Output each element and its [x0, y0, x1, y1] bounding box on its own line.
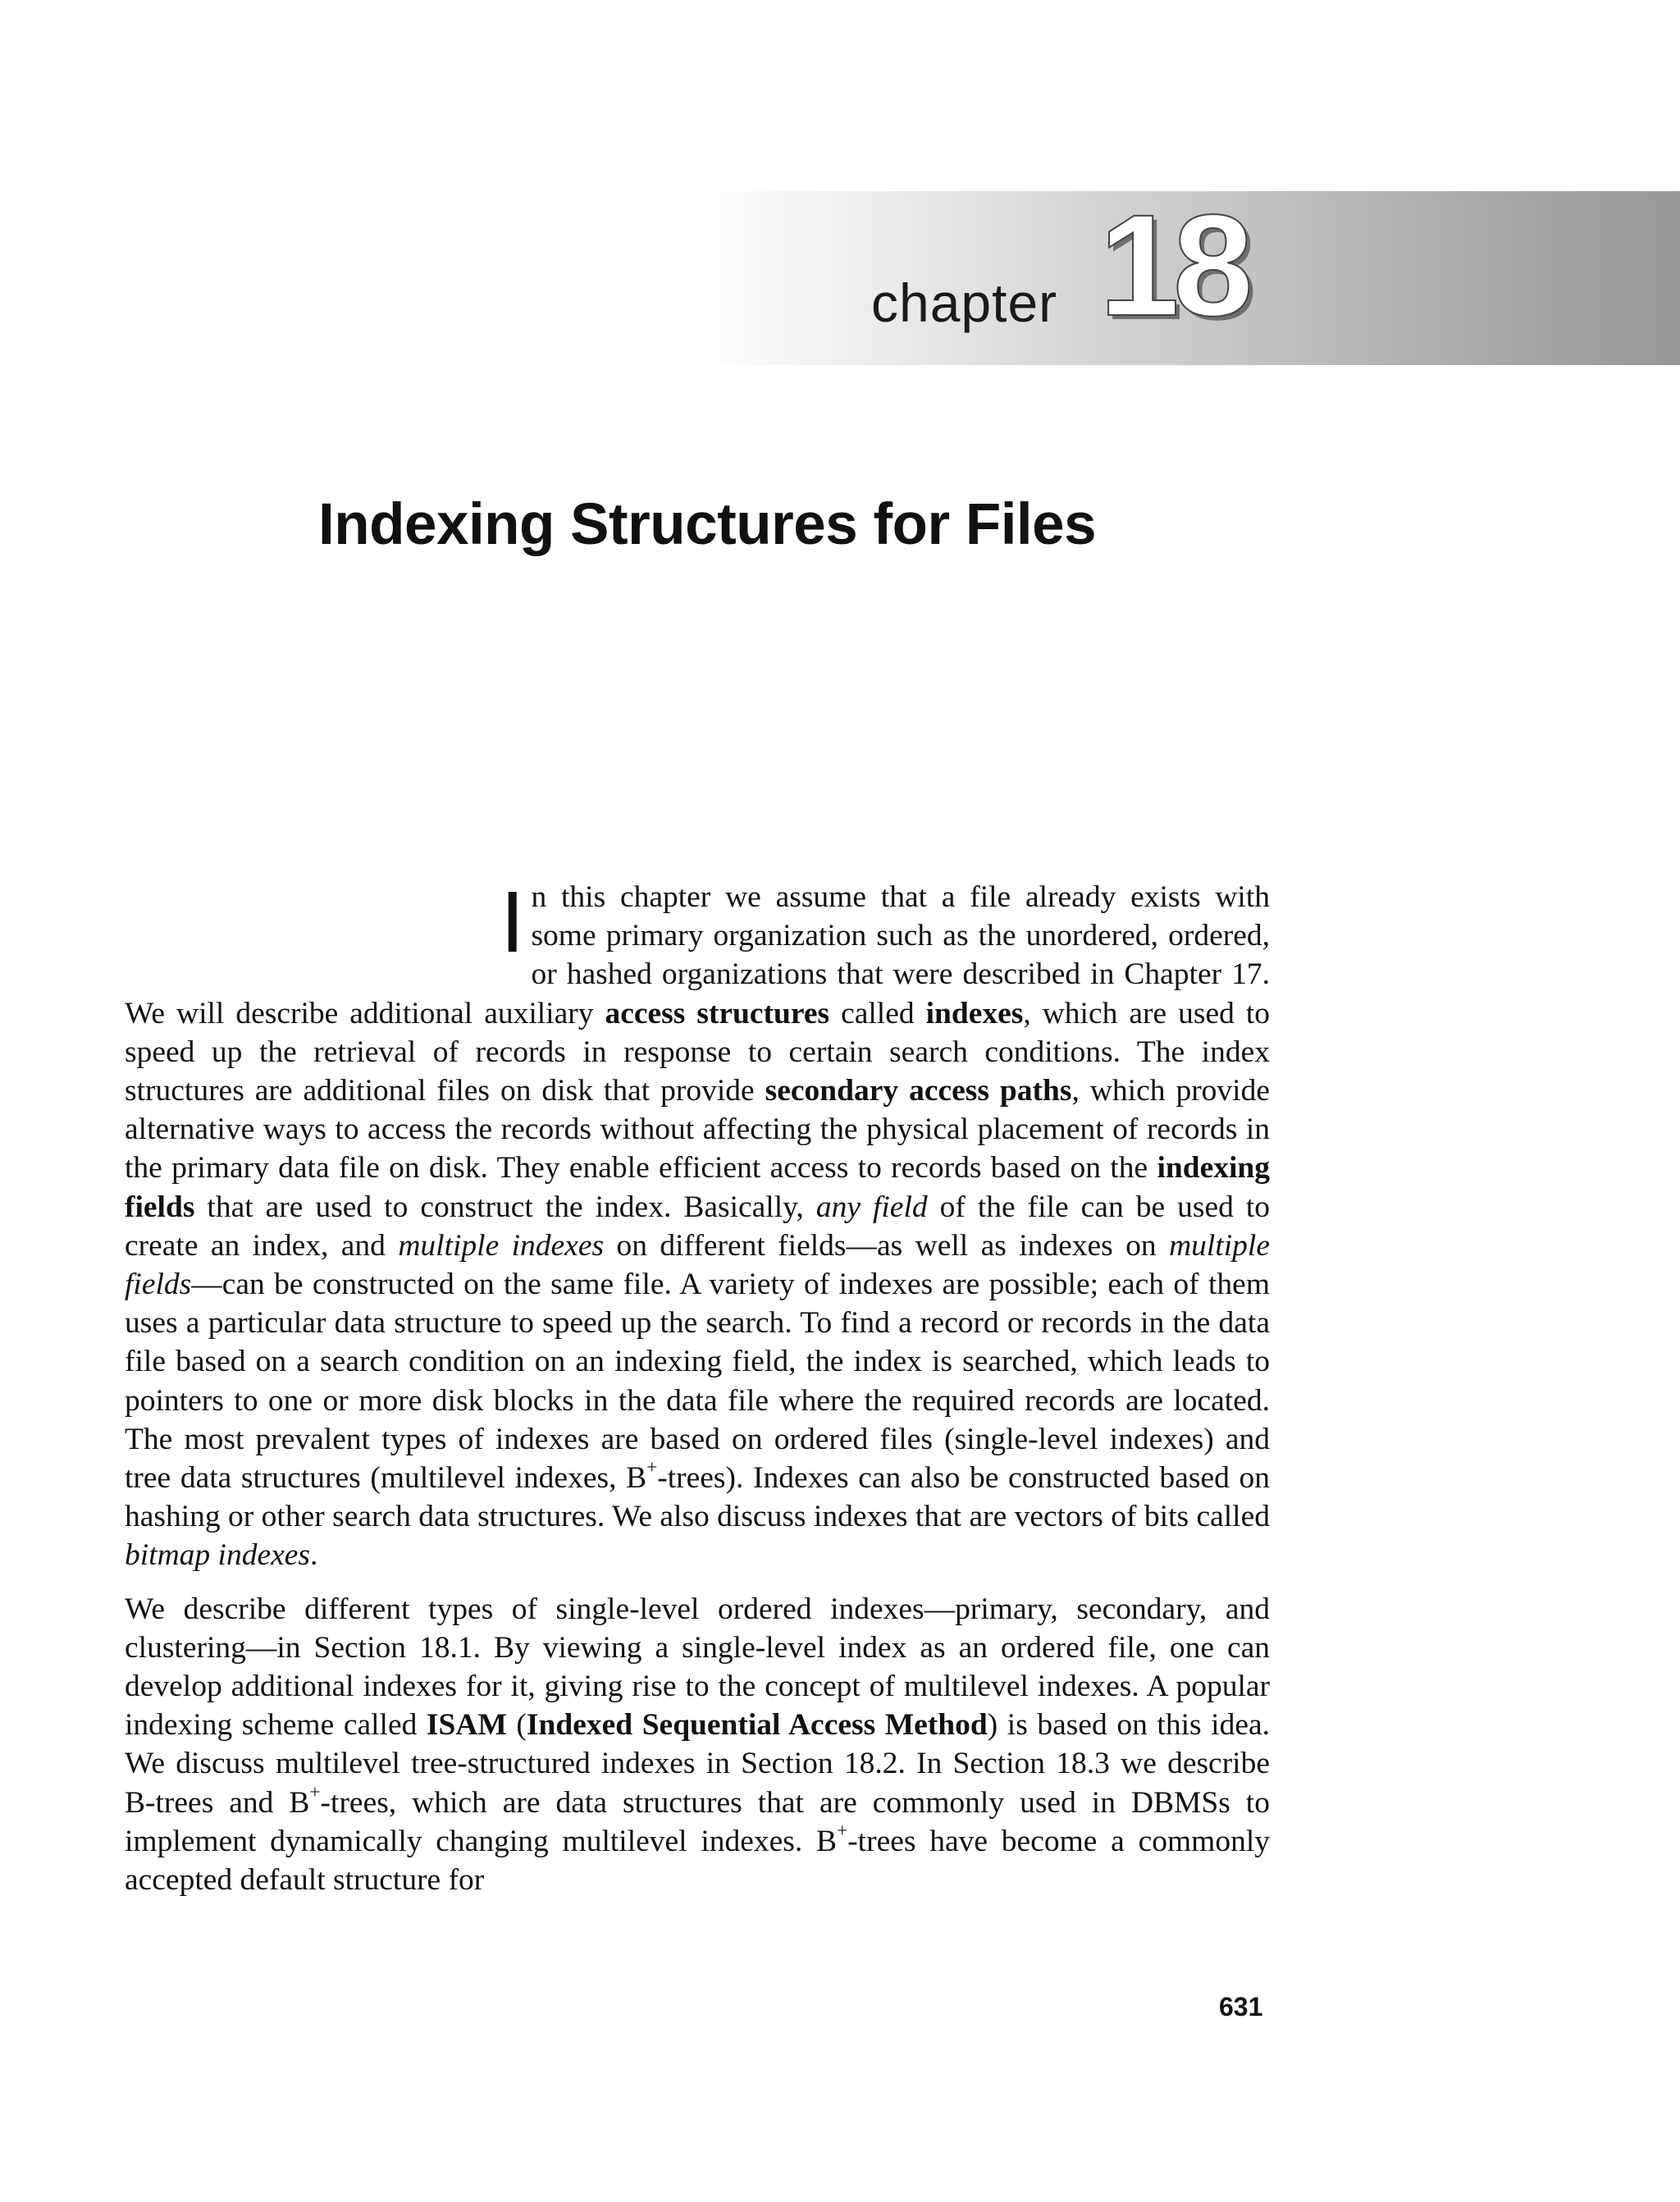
- emphasis: multiple indexes: [398, 1228, 605, 1263]
- text-run: -trees). Indexes can also be constructed based on hashing or other search data structures. We also discuss indexes that are vectors of bits called: [125, 1461, 1270, 1534]
- text-run: (: [506, 1708, 527, 1743]
- chapter-title: Indexing Structures for Files: [318, 492, 1097, 557]
- emphasis: bitmap indexes: [125, 1538, 310, 1573]
- intro-paragraph: [125, 874, 1271, 1575]
- text-run: ) is based on this idea. We discuss multilevel tree-structured indexes in Section 18.2. In Section 18.3 we describe B-trees and B: [125, 1708, 1270, 1820]
- text-run: called: [829, 996, 926, 1030]
- drop-cap-letter: I: [500, 874, 525, 971]
- superscript-plus: +: [646, 1456, 658, 1478]
- chapter-body: [125, 874, 1271, 1899]
- key-term: secondary access paths: [765, 1074, 1072, 1108]
- chapter-number: 18: [1099, 185, 1247, 346]
- text-run: We describe different types of single-level ordered indexes—primary, secondary, and clustering—in Section 18.1. By viewing a single-level index as an ordered file, one can develop additional indexes for it, giving rise to the concept of multilevel indexes. A popular indexing scheme called: [125, 1592, 1270, 1743]
- key-term: Indexed Sequential Access Method: [526, 1708, 988, 1743]
- text-run: n this chapter we assume that a file already exists with some primary organization such as the unordered, ordered, or hashed organizations that were described in Chapter 17. We will describe additional auxiliary: [125, 880, 1270, 1030]
- superscript-plus: +: [309, 1781, 321, 1803]
- drop-cap-indent: [125, 878, 500, 955]
- text-run: , which provide alternative ways to access the records without affecting the physical placement of records in the primary data file on disk. They enable efficient access to records based on the: [125, 1074, 1270, 1186]
- text-run: .: [310, 1538, 318, 1573]
- chapter-label: chapter: [871, 272, 1058, 333]
- key-term: ISAM: [426, 1708, 507, 1743]
- second-paragraph: [125, 1590, 1270, 1900]
- text-run: of the file can be used to create an index, and: [125, 1190, 1271, 1263]
- text-run: —can be constructed on the same file. A variety of indexes are possible; each of them uses a particular data structure to speed up the search. To find a record or records in the data file based on a search condition on an indexing field, the index is searched, which leads to pointers to one or more disk blocks in the data file where the required records are located. The most prevalent types of indexes are based on ordered files (single-level indexes) and tree data structures (multilevel indexes, B: [125, 1268, 1270, 1496]
- emphasis: any field: [815, 1190, 928, 1224]
- page-number: 631: [1219, 1992, 1263, 2022]
- superscript-plus: +: [837, 1820, 848, 1842]
- text-run: that are used to construct the index. Basically,: [194, 1190, 816, 1224]
- text-run: , which are used to speed up the retrieval of records in response to certain search conditions. The index structures are additional files on disk that provide: [125, 996, 1270, 1108]
- emphasis: multiple fields: [125, 1228, 1270, 1302]
- key-term: access structures: [605, 996, 830, 1030]
- text-run: -trees, which are data structures that are commonly used in DBMSs to implement dynamically changing multilevel indexes. B: [125, 1785, 1270, 1858]
- text-run: -trees have become a commonly accepted default structure for: [125, 1824, 1270, 1898]
- key-term: indexes: [925, 996, 1024, 1030]
- key-term: indexing fields: [125, 1151, 1270, 1224]
- text-run: on different fields—as well as indexes on: [604, 1228, 1170, 1263]
